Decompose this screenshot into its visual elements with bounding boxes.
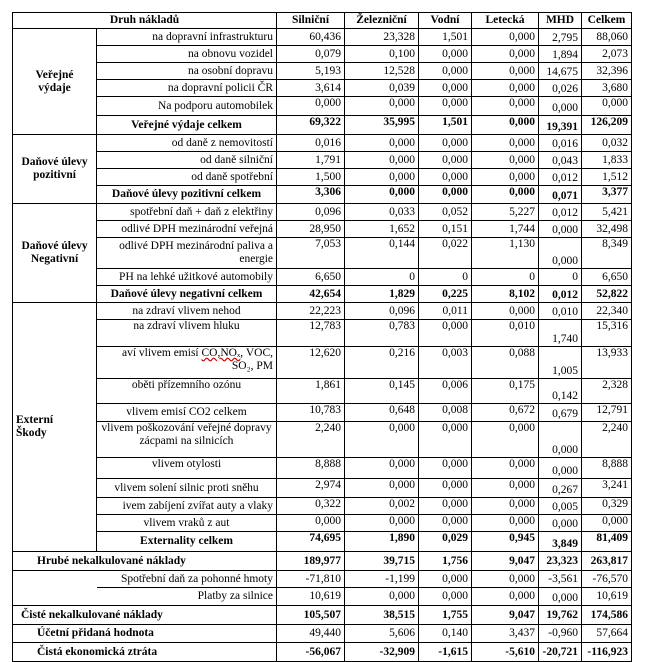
summary-row-platby: [13, 588, 632, 606]
cell: 1,512: [582, 169, 632, 186]
cell: 38,515: [345, 606, 419, 625]
table-row: [13, 46, 632, 63]
cell: 0,000: [419, 46, 472, 63]
cell: 10,619: [582, 588, 632, 606]
cell: 0,000: [472, 422, 539, 458]
cell: 0,000: [419, 479, 472, 498]
cell: 0,000: [419, 63, 472, 80]
cell: 0,000: [419, 169, 472, 186]
cell: 0,000: [472, 303, 539, 320]
cell: -20,721: [539, 643, 582, 662]
cell: 57,664: [582, 625, 632, 643]
cell: 1,005: [539, 347, 582, 379]
table-row: [13, 80, 632, 97]
cell: 0,010: [539, 303, 582, 320]
summary-row-ucetni: [13, 625, 632, 643]
row-label: od daně z nemovitostí: [97, 135, 277, 152]
cell: 81,409: [582, 532, 632, 552]
cell: 0,000: [539, 97, 582, 116]
cell: 0,088: [472, 347, 539, 379]
cell: 0,002: [345, 498, 419, 515]
cell: 9,047: [472, 552, 539, 571]
cell: 1,652: [345, 221, 419, 238]
cell: -3,561: [539, 571, 582, 588]
cell: 0,000: [419, 186, 472, 204]
row-label-part: SO₂, PM: [231, 360, 273, 372]
table-row: [13, 404, 632, 422]
cell: 5,227: [472, 204, 539, 221]
cell: 3,437: [472, 625, 539, 643]
cell: 0,012: [539, 286, 582, 303]
cell: 0,011: [419, 303, 472, 320]
cell: 10,783: [277, 404, 345, 422]
cell: 0,032: [582, 135, 632, 152]
cell: 1,501: [419, 116, 472, 135]
cell: 0,000: [345, 169, 419, 186]
cell: 0,000: [419, 588, 472, 606]
cell: 0,225: [419, 286, 472, 303]
cell: -1,615: [419, 643, 472, 662]
cell: 0,000: [539, 221, 582, 238]
cell: 12,620: [277, 347, 345, 379]
cell: 7,053: [277, 238, 345, 269]
cell: 0,000: [472, 498, 539, 515]
table-row: [13, 347, 632, 379]
cell: 8,349: [582, 238, 632, 269]
cell: 0,000: [419, 80, 472, 97]
cell: 12,783: [277, 320, 345, 347]
cell: 0,000: [472, 29, 539, 46]
subtotal-label: Veřejné výdaje celkem: [97, 116, 277, 135]
cell: -71,810: [277, 571, 345, 588]
cell: 0,000: [419, 135, 472, 152]
cell: 23,328: [345, 29, 419, 46]
cell: 35,995: [345, 116, 419, 135]
cell: -56,067: [277, 643, 345, 662]
cell: 0,012: [539, 204, 582, 221]
header-row: [13, 13, 632, 29]
table-row: [13, 498, 632, 515]
table-row: [13, 169, 632, 186]
cell: 0,071: [539, 186, 582, 204]
cell: 60,436: [277, 29, 345, 46]
cell: 0,000: [472, 515, 539, 532]
cell: 0,000: [539, 515, 582, 532]
summary-label: Čistá ekonomická ztráta: [13, 643, 277, 662]
cell: 0,000: [419, 515, 472, 532]
cell: 0,000: [419, 571, 472, 588]
cell: 2,240: [277, 422, 345, 458]
cell: 0,000: [345, 186, 419, 204]
row-label: odlivé DPH mezinárodní veřejná: [97, 221, 277, 238]
cell: 0,144: [345, 238, 419, 269]
table-row: [13, 221, 632, 238]
cell: 0,000: [539, 422, 582, 458]
row-label: vlivem otylosti: [97, 458, 277, 479]
cost-table: [12, 12, 632, 662]
cell: 0,000: [277, 97, 345, 116]
header-celkem: Celkem: [582, 13, 632, 29]
table-row: [13, 515, 632, 532]
table-row: [13, 238, 632, 269]
cell: 0,000: [419, 422, 472, 458]
cell: 0,000: [345, 97, 419, 116]
row-label: vlivem solení silnic proti sněhu: [97, 479, 277, 498]
table-row: [13, 204, 632, 221]
cell: 5,421: [582, 204, 632, 221]
cell: 1,833: [582, 152, 632, 169]
cell: 174,586: [582, 606, 632, 625]
row-label: [97, 347, 277, 379]
cell: 8,888: [582, 458, 632, 479]
row-label-part: aví vlivem emisí: [121, 347, 199, 359]
cell: 3,306: [277, 186, 345, 204]
subtotal-row: [13, 186, 632, 204]
cell: 0,000: [277, 515, 345, 532]
cell: -116,923: [582, 643, 632, 662]
cell: 0,010: [472, 320, 539, 347]
subtotal-label: Externality celkem: [97, 532, 277, 552]
cell: 1,756: [419, 552, 472, 571]
category-pozitivni: Daňové úlevy pozitivní: [13, 135, 97, 204]
subtotal-row: [13, 116, 632, 135]
header-silnicni: Silniční: [277, 13, 345, 29]
cell: 23,323: [539, 552, 582, 571]
summary-row-ciste: [13, 606, 632, 625]
cell: 0,000: [345, 479, 419, 498]
row-label: na zdraví vlivem hluku: [97, 320, 277, 347]
cell: -1,199: [345, 571, 419, 588]
row-label: spotřební daň + daň z elektřiny: [97, 204, 277, 221]
table-row: [13, 152, 632, 169]
cell: 52,822: [582, 286, 632, 303]
cell: 3,241: [582, 479, 632, 498]
cell: 0,145: [345, 379, 419, 404]
category-negativni: Daňové úlevy Negativní: [13, 204, 97, 303]
cell: 0,000: [472, 116, 539, 135]
cell: 0,039: [345, 80, 419, 97]
summary-row-ztrata: [13, 643, 632, 662]
cell: 3,680: [582, 80, 632, 97]
table-row: [13, 379, 632, 404]
table-row: [13, 269, 632, 286]
table-row: [13, 97, 632, 116]
cell: 5,606: [345, 625, 419, 643]
cost-table-container: [12, 12, 632, 662]
cell: 0: [345, 269, 419, 286]
cell: 0,079: [277, 46, 345, 63]
row-label: ivem zabíjení zvířat auty a vlaky: [97, 498, 277, 515]
cell: 0,216: [345, 347, 419, 379]
cell: 74,695: [277, 532, 345, 552]
cell: 0,329: [582, 498, 632, 515]
cell: 12,528: [345, 63, 419, 80]
cell: 0,151: [419, 221, 472, 238]
cell: 0,016: [539, 135, 582, 152]
cell: 13,933: [582, 347, 632, 379]
cell: 0,000: [419, 97, 472, 116]
cell: 2,240: [582, 422, 632, 458]
row-label-part: CO,NOₓ: [201, 347, 241, 359]
cell: 69,322: [277, 116, 345, 135]
subtotal-row: [13, 532, 632, 552]
category-externi: Externí Škody: [13, 303, 97, 552]
row-label: vlivem vraků z aut: [97, 515, 277, 532]
cell: 0: [419, 269, 472, 286]
row-label: na dopravní policii ČR: [97, 80, 277, 97]
cell: -5,610: [472, 643, 539, 662]
cell: 0: [472, 269, 539, 286]
cell: 1,744: [472, 221, 539, 238]
cell: 2,974: [277, 479, 345, 498]
cell: -76,570: [582, 571, 632, 588]
cell: 126,209: [582, 116, 632, 135]
summary-label: Čisté nekalkulované náklady: [13, 606, 277, 625]
cell: 9,047: [472, 606, 539, 625]
header-mhd: MHD: [539, 13, 582, 29]
subtotal-label: Daňové úlevy pozitivní celkem: [97, 186, 277, 204]
row-label: oběti přízemního ozónu: [97, 379, 277, 404]
cell: 22,223: [277, 303, 345, 320]
cell: 0,000: [419, 320, 472, 347]
cell: 0,000: [345, 515, 419, 532]
cell: 0,033: [345, 204, 419, 221]
row-label: PH na lehké užitkové automobily: [97, 269, 277, 286]
cell: 0,005: [539, 498, 582, 515]
table-row: [13, 320, 632, 347]
row-label: na zdraví vlivem nehod: [97, 303, 277, 320]
summary-row-spotrebni: [13, 571, 632, 588]
cell: 0,006: [419, 379, 472, 404]
row-label: vlivem emisí CO2 celkem: [97, 404, 277, 422]
cell: 0,000: [582, 515, 632, 532]
cell: 0,140: [419, 625, 472, 643]
cell: 0,003: [419, 347, 472, 379]
cell: 3,377: [582, 186, 632, 204]
cell: 0,000: [539, 588, 582, 606]
cell: 1,894: [539, 46, 582, 63]
cell: 0,000: [472, 152, 539, 169]
cell: 1,500: [277, 169, 345, 186]
header-druh: Druh nákladů: [13, 13, 277, 29]
row-label: na obnovu vozidel: [97, 46, 277, 63]
empty-cell: [13, 588, 97, 606]
table-row: [13, 458, 632, 479]
cell: -32,909: [345, 643, 419, 662]
cell: 1,740: [539, 320, 582, 347]
header-zeleznicni: Železniční: [345, 13, 419, 29]
cell: 0,000: [539, 458, 582, 479]
cell: 0,000: [472, 479, 539, 498]
cell: 19,391: [539, 116, 582, 135]
cell: 0,008: [419, 404, 472, 422]
cell: 0,000: [419, 152, 472, 169]
table-row: [13, 479, 632, 498]
cell: 22,340: [582, 303, 632, 320]
cell: 0,142: [539, 379, 582, 404]
subtotal-row: [13, 286, 632, 303]
row-label-part: , VOC,: [240, 347, 273, 359]
cell: 15,316: [582, 320, 632, 347]
cell: 3,849: [539, 532, 582, 552]
row-label: od daně spotřební: [97, 169, 277, 186]
cell: 0,096: [345, 303, 419, 320]
header-letecka: Letecká: [472, 13, 539, 29]
cell: 0,022: [419, 238, 472, 269]
cell: 0,026: [539, 80, 582, 97]
row-label: vlivem poškozování veřejné dopravy zácpami na silnicích: [97, 422, 277, 458]
cell: 189,977: [277, 552, 345, 571]
cell: 0,945: [472, 532, 539, 552]
cell: 0,648: [345, 404, 419, 422]
row-label: odlivé DPH mezinárodní paliva a energie: [97, 238, 277, 269]
category-verejne: Veřejné výdaje: [13, 29, 97, 135]
summary-label: Spotřební daň za pohonné hmoty: [97, 571, 277, 588]
cell: 2,328: [582, 379, 632, 404]
row-label: Na podporu automobilek: [97, 97, 277, 116]
cell: 0,672: [472, 404, 539, 422]
row-label: na dopravní infrastrukturu: [97, 29, 277, 46]
cell: 32,498: [582, 221, 632, 238]
cell: 14,675: [539, 63, 582, 80]
cell: 0,000: [472, 80, 539, 97]
summary-label: Hrubé nekalkulované náklady: [13, 552, 277, 571]
cell: 88,060: [582, 29, 632, 46]
cell: 0,000: [472, 458, 539, 479]
table-row: [13, 303, 632, 320]
table-row: [13, 422, 632, 458]
table-row: [13, 135, 632, 152]
table-row: [13, 29, 632, 46]
cell: 0,000: [472, 186, 539, 204]
cell: 42,654: [277, 286, 345, 303]
cell: 0,016: [277, 135, 345, 152]
header-vodni: Vodní: [419, 13, 472, 29]
cell: 8,888: [277, 458, 345, 479]
cell: 10,619: [277, 588, 345, 606]
cell: 1,130: [472, 238, 539, 269]
cell: 2,795: [539, 29, 582, 46]
cell: 0,000: [472, 46, 539, 63]
cell: 0,000: [472, 571, 539, 588]
cell: 0,000: [539, 238, 582, 269]
empty-cell: [13, 571, 97, 588]
cell: 32,396: [582, 63, 632, 80]
cell: 0,000: [472, 135, 539, 152]
cell: 0,679: [539, 404, 582, 422]
cell: 0,029: [419, 532, 472, 552]
cell: 263,817: [582, 552, 632, 571]
cell: 49,440: [277, 625, 345, 643]
cell: 12,791: [582, 404, 632, 422]
cell: 0,000: [582, 97, 632, 116]
cell: 0,043: [539, 152, 582, 169]
cell: 1,755: [419, 606, 472, 625]
cell: 0,000: [345, 422, 419, 458]
cell: 0,000: [419, 458, 472, 479]
cell: -0,960: [539, 625, 582, 643]
cell: 0,096: [277, 204, 345, 221]
cell: 0,783: [345, 320, 419, 347]
row-label: na osobní dopravu: [97, 63, 277, 80]
cell: 1,861: [277, 379, 345, 404]
cell: 0,000: [345, 135, 419, 152]
cell: 0,052: [419, 204, 472, 221]
cell: 0,000: [345, 458, 419, 479]
cell: 3,614: [277, 80, 345, 97]
cell: 0,000: [345, 152, 419, 169]
cell: 0,000: [419, 498, 472, 515]
cell: 19,762: [539, 606, 582, 625]
cell: 6,650: [277, 269, 345, 286]
cell: 1,501: [419, 29, 472, 46]
cell: 39,715: [345, 552, 419, 571]
cell: 0,267: [539, 479, 582, 498]
summary-label: Platby za silnice: [97, 588, 277, 606]
cell: 0,100: [345, 46, 419, 63]
cell: 6,650: [582, 269, 632, 286]
cell: 0: [539, 269, 582, 286]
cell: 1,890: [345, 532, 419, 552]
cell: 0,000: [472, 169, 539, 186]
row-label: od daně silniční: [97, 152, 277, 169]
cell: 105,507: [277, 606, 345, 625]
cell: 2,073: [582, 46, 632, 63]
cell: 28,950: [277, 221, 345, 238]
table-row: [13, 63, 632, 80]
cell: 1,829: [345, 286, 419, 303]
summary-label: Účetní přidaná hodnota: [13, 625, 277, 643]
cell: 0,000: [472, 588, 539, 606]
cell: 8,102: [472, 286, 539, 303]
subtotal-label: Daňové úlevy negativní celkem: [97, 286, 277, 303]
cell: 0,322: [277, 498, 345, 515]
cell: 0,175: [472, 379, 539, 404]
summary-row-hrube: [13, 552, 632, 571]
cell: 0,000: [345, 588, 419, 606]
cell: 1,791: [277, 152, 345, 169]
cell: 5,193: [277, 63, 345, 80]
cell: 0,012: [539, 169, 582, 186]
cell: 0,000: [472, 63, 539, 80]
cell: 0,000: [472, 97, 539, 116]
